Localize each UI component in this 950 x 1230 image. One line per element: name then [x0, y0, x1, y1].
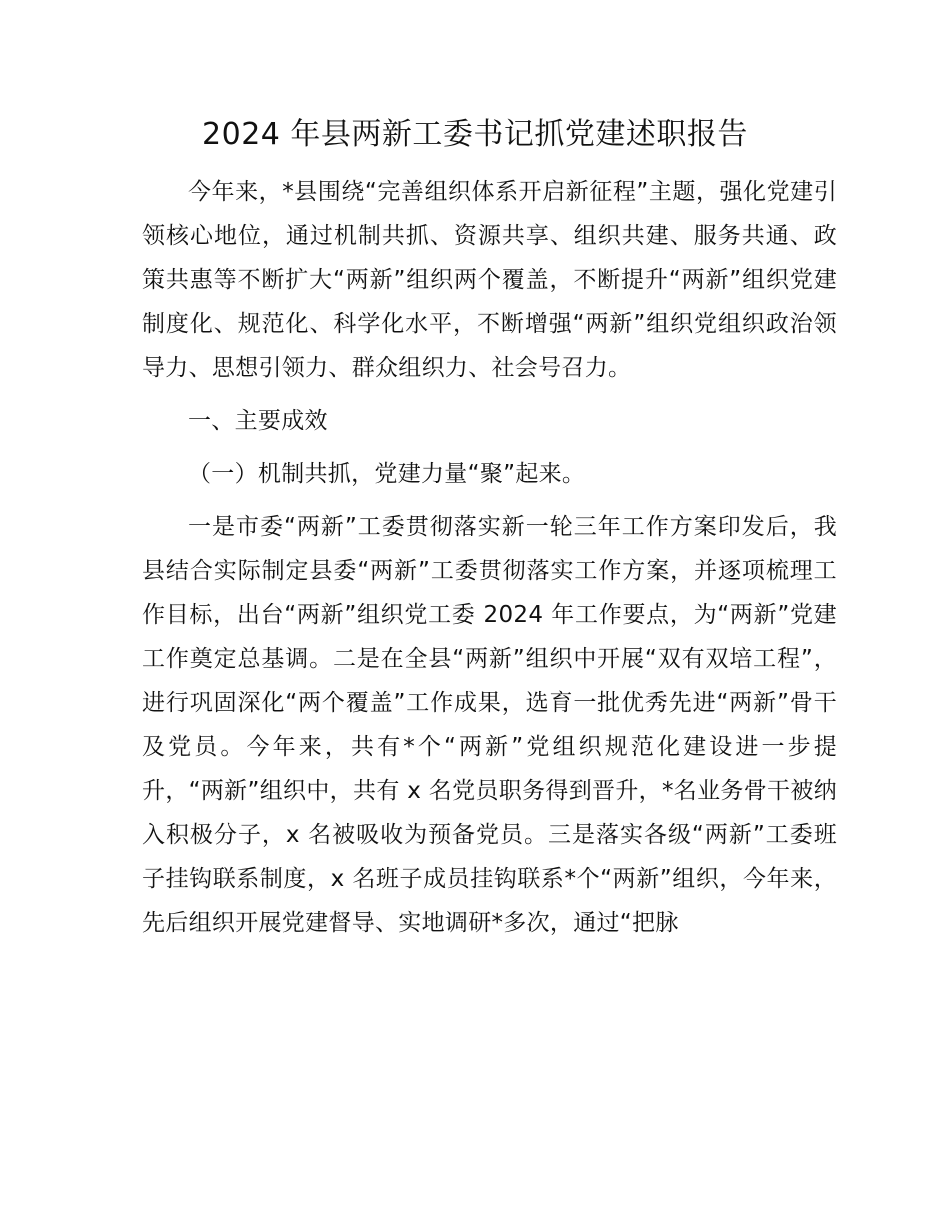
intro-paragraph: 今年来，*县围绕“完善组织体系开启新征程”主题，强化党建引领核心地位，通过机制共抓、资源共享、组织共建、服务共通、政策共惠等不断扩大“两新”组织两个覆盖，不断提升“两新”组织党建制度化、规范化、科学化水平，不断增强“两新”组织党组织政治领导力、思想引领力、群众组织力、社会号召力。 [142, 179, 837, 381]
document-title: 2024 年县两新工委书记抓党建述职报告 [202, 117, 748, 152]
subsection-heading-mechanism: （一）机制共抓，党建力量“聚”起来。 [188, 461, 586, 487]
document-body [142, 170, 837, 945]
body-paragraph: 一是市委“两新”工委贯彻落实新一轮三年工作方案印发后，我县结合实际制定县委“两新”工委贯彻落实工作方案，并逐项梳理工作目标，出台“两新”组织党工委 2024 年工作要点，为“两新”党建工作奠定总基调。二是在全县“两新”组织中开展“双有双培工程”，进行巩固深化“两个覆盖”工作成果，选育一批优秀先进“两新”骨干及党员。今年来，共有*个“两新”党组织规范化建设进一步提升，“两新”组织中，共有 x 名党员职务得到晋升，*名业务骨干被纳入积极分子，x 名被吸收为预备党员。三是落实各级“两新”工委班子挂钩联系制度，x 名班子成员挂钩联系*个“两新”组织，今年来，先后组织开展党建督导、实地调研*多次，通过“把脉 [142, 514, 837, 936]
section-heading-main-results: 一、主要成效 [188, 408, 328, 434]
